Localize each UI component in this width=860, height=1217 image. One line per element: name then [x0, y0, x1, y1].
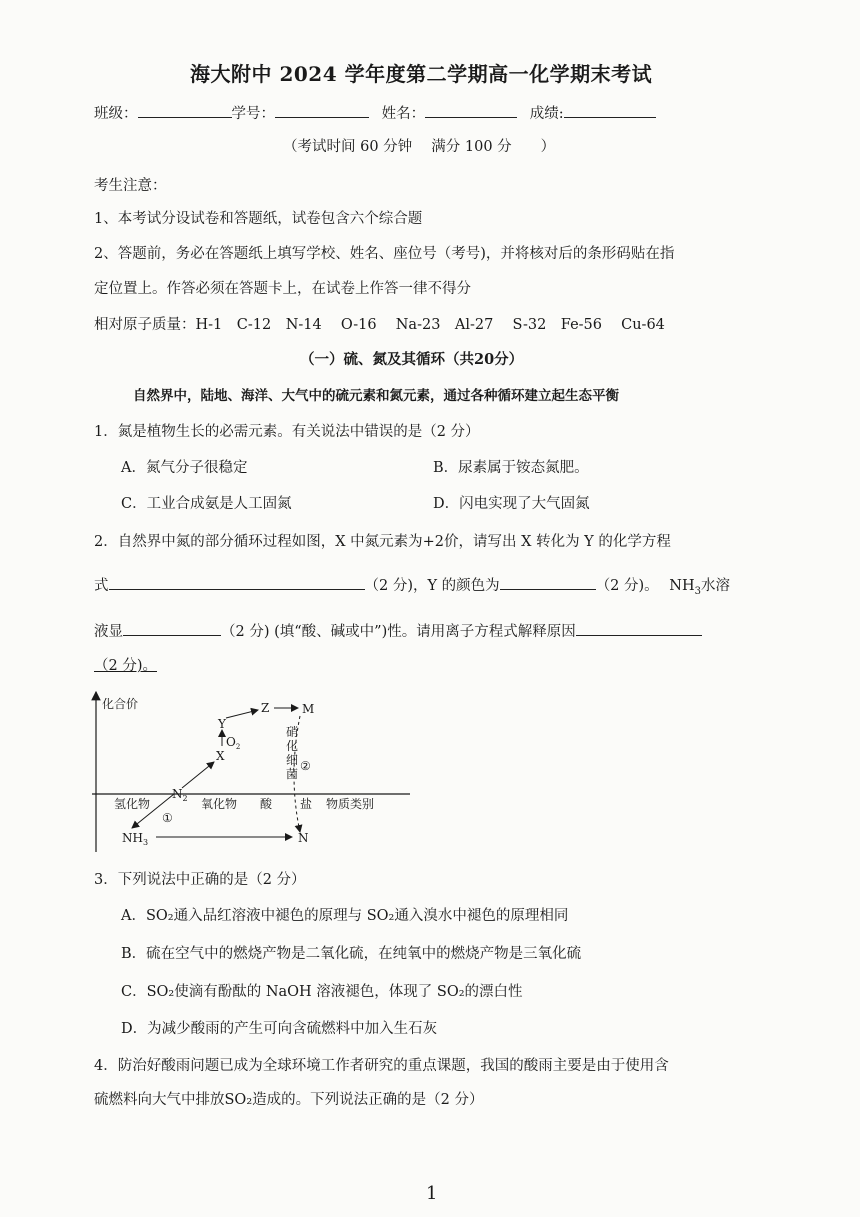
exam-time-info: （考试时间 60 分钟 满分 100 分 ）: [283, 139, 556, 155]
page-number: 1: [426, 1183, 438, 1204]
question-4-line-1: 4．防治好酸雨问题已成为全球环境工作者研究的重点课题，我国的酸雨主要是由于使用含: [94, 1058, 669, 1074]
category-hydride: 氢化物: [114, 797, 151, 811]
nitrogen-cycle-diagram: [80, 686, 420, 856]
question-2-text: （2 分) (填“酸、碱或中”)性。请用离子方程式解释原因: [221, 624, 576, 640]
question-1-option-d: D．闪电实现了大气固氮: [433, 496, 590, 512]
question-2-text: （2 分)。: [595, 578, 659, 594]
equation-answer-blank[interactable]: [109, 574, 365, 590]
bacteria-char-1: 硝: [286, 725, 299, 739]
question-2-text: 水溶: [701, 578, 731, 594]
node-n: N: [298, 831, 309, 845]
node-x: X: [216, 749, 225, 763]
bacteria-char-4: 菌: [286, 767, 299, 781]
node-n2: [172, 787, 188, 803]
question-4-line-2: 硫燃料向大气中排放SO₂造成的。下列说法正确的是（2 分）: [94, 1092, 484, 1108]
question-3-option-a: A．SO₂通入品红溶液中褪色的原理与 SO₂通入溴水中褪色的原理相同: [121, 908, 569, 924]
o2-label: [226, 735, 240, 751]
question-1-option-b: B．尿素属于铵态氮肥。: [433, 460, 589, 476]
y-color-answer-blank[interactable]: [500, 574, 596, 590]
arrow-y-to-z: [226, 710, 258, 718]
category-acid: 酸: [260, 797, 273, 811]
question-1-option-c: C．工业合成氨是人工固氮: [121, 496, 292, 512]
score-field[interactable]: [564, 102, 656, 118]
section-1-title: （一）硫、氮及其循环（共20分）: [300, 351, 524, 368]
student-info-line: [94, 102, 656, 123]
acidity-answer-blank[interactable]: [123, 620, 221, 636]
bacteria-char-3: 细: [286, 753, 299, 767]
question-2-text: （2 分)，Y 的颜色为: [364, 578, 500, 594]
question-3-option-c: C．SO₂使滴有酚酞的 NaOH 溶液褪色，体现了 SO₂的漂白性: [121, 984, 523, 1000]
notice-item-1: 1、本考试分设试卷和答题纸，试卷包含六个综合题: [94, 211, 423, 227]
name-field[interactable]: [425, 102, 517, 118]
question-2-text: 式: [94, 578, 109, 594]
path-label-2: ②: [300, 759, 311, 773]
category-salt: 盐: [300, 797, 313, 811]
question-3-option-b: B．硫在空气中的燃烧产物是二氧化硫，在纯氧中的燃烧产物是三氧化硫: [121, 946, 582, 962]
notice-heading: 考生注意：: [94, 178, 167, 194]
path-label-1: ①: [162, 811, 173, 825]
notice-item-2-line-1: 2、答题前，务必在答题纸上填写学校、姓名、座位号（考号)，并将核对后的条形码贴在指: [94, 246, 675, 262]
node-z: Z: [261, 701, 270, 715]
question-2-line-4: （2 分)。: [94, 658, 157, 674]
node-nh3-text: NH: [122, 831, 143, 845]
class-field[interactable]: [138, 102, 232, 118]
name-label: 姓名：: [381, 106, 426, 122]
atomic-masses: 相对原子质量：H-1 C-12 N-14 O-16 Na-23 Al-27 S-32 Fe-56 Cu-64: [94, 317, 665, 333]
y-axis-label: 化合价: [102, 697, 139, 711]
arrow-n2-to-x: [182, 762, 214, 788]
nh3-subscript: 3: [694, 585, 702, 597]
question-3-stem: 3．下列说法中正确的是（2 分）: [94, 872, 306, 888]
student-id-field[interactable]: [275, 102, 369, 118]
question-1-option-a: A．氮气分子很稳定: [121, 460, 248, 476]
o2-text: O: [226, 735, 236, 749]
class-label: 班级：: [94, 106, 138, 122]
notice-item-2-line-2: 定位置上。作答必须在答题卡上，在试卷上作答一律不得分: [94, 281, 471, 297]
node-nh3-subscript: 3: [142, 838, 149, 847]
node-y: Y: [218, 717, 226, 731]
node-n2-subscript: 2: [182, 794, 188, 803]
question-2-line-1: 2．自然界中氮的部分循环过程如图，X 中氮元素为+2价，请写出 X 转化为 Y 的化学方程: [94, 534, 671, 550]
question-2-line-2: [94, 574, 730, 597]
score-label: 成绩:: [529, 106, 564, 122]
exam-title: 海大附中 2024 学年度第二学期高一化学期末考试: [190, 62, 653, 86]
category-oxide: 氧化物: [201, 797, 238, 811]
node-m: M: [302, 702, 315, 716]
node-n2-text: N: [172, 787, 183, 801]
nh3-formula: NH: [669, 578, 695, 594]
section-1-intro: 自然界中，陆地、海洋、大气中的硫元素和氮元素，通过各种循环建立起生态平衡: [133, 388, 619, 404]
o2-subscript: 2: [235, 743, 241, 751]
student-id-label: 学号：: [231, 106, 275, 122]
question-2-line-3: [94, 620, 702, 641]
bacteria-char-2: 化: [286, 739, 299, 753]
x-axis-label: 物质类别: [326, 797, 375, 811]
question-1-stem: 1．氮是植物生长的必需元素。有关说法中错误的是（2 分）: [94, 424, 480, 440]
question-3-option-d: D．为减少酸雨的产生可向含硫燃料中加入生石灰: [121, 1021, 438, 1037]
node-nh3: [122, 831, 148, 847]
question-2-text: 液显: [94, 624, 123, 640]
ionic-equation-answer-blank[interactable]: [576, 620, 702, 636]
